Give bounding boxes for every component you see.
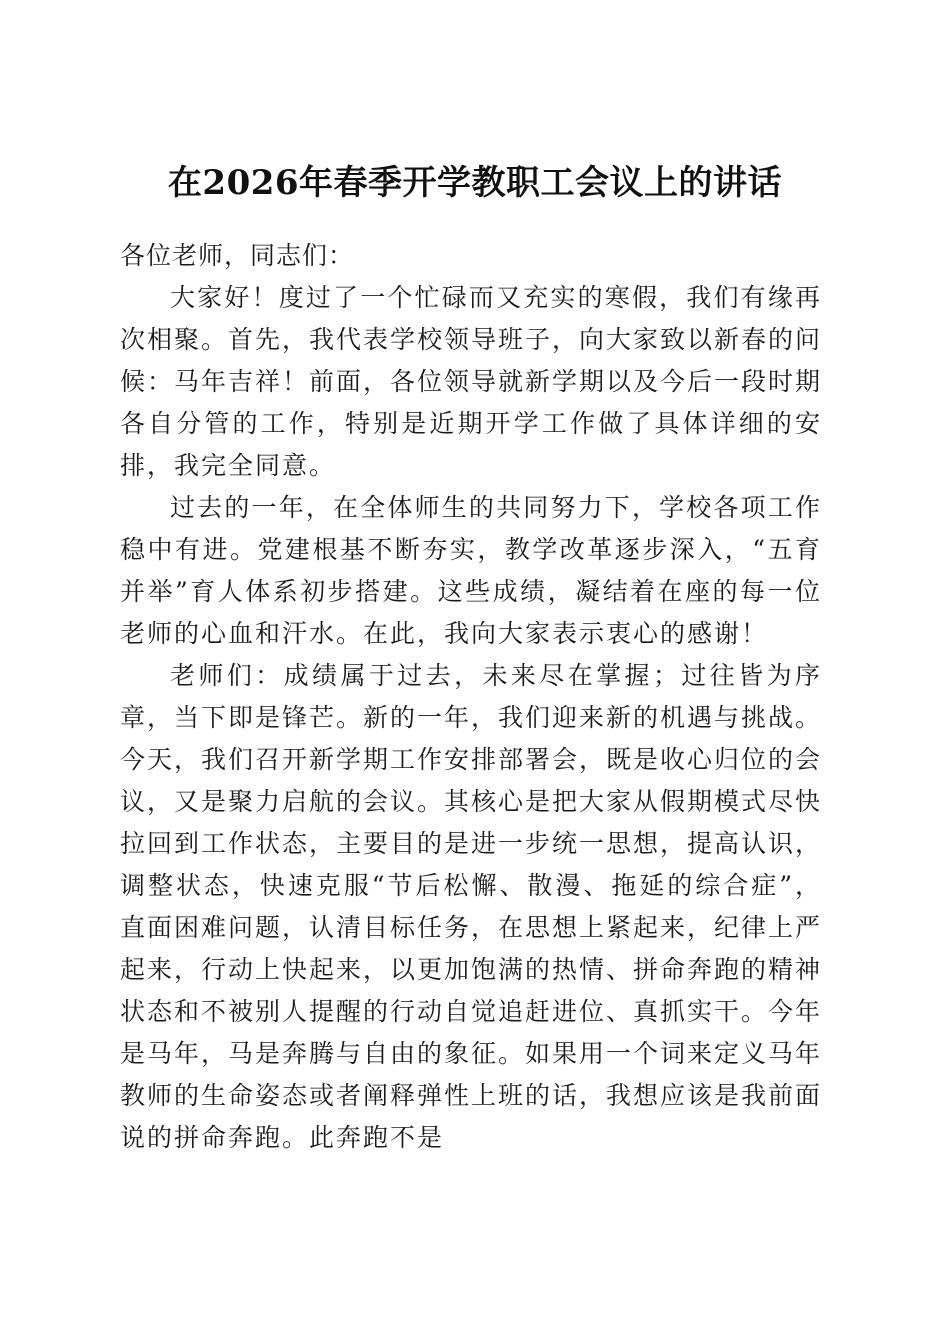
paragraph-review: 过去的一年，在全体师生的共同努力下，学校各项工作稳中有进。党建根基不断夯实，教学改革逐步深入，“五育并举”育人体系初步搭建。这些成绩，凝结着在座的每一位老师的心血和汗水。在此，我向大家表示衷心的感谢！ bbox=[120, 493, 822, 648]
document-title: 在2026年春季开学教职工会议上的讲话 bbox=[167, 162, 783, 203]
speech-body bbox=[120, 235, 822, 1159]
paragraph-outlook: 老师们：成绩属于过去，未来尽在掌握；过往皆为序章，当下即是锋芒。新的一年，我们迎来新的机遇与挑战。今天，我们召开新学期工作安排部署会，既是收心归位的会议，又是聚力启航的会议。其核心是把大家从假期模式尽快拉回到工作状态，主要目的是进一步统一思想，提高认识，调整状态，快速克服“节后松懈、散漫、拖延的综合症”，直面困难问题，认清目标任务，在思想上紧起来，纪律上严起来，行动上快起来，以更加饱满的热情、拼命奔跑的精神状态和不被别人提醒的行动自觉追赶进位、真抓实干。今年是马年，马是奔腾与自由的象征。如果用一个词来定义马年教师的生命姿态或者阐释弹性上班的话，我想应该是我前面说的拼命奔跑。此奔跑不是 bbox=[120, 661, 823, 1152]
salutation: 各位老师，同志们： bbox=[120, 241, 355, 270]
paragraph-greeting: 大家好！度过了一个忙碌而又充实的寒假，我们有缘再次相聚。首先，我代表学校领导班子，向大家致以新春的问候：马年吉祥！前面，各位领导就新学期以及今后一段时期各自分管的工作，特别是近期开学工作做了具体详细的安排，我完全同意。 bbox=[120, 283, 823, 480]
